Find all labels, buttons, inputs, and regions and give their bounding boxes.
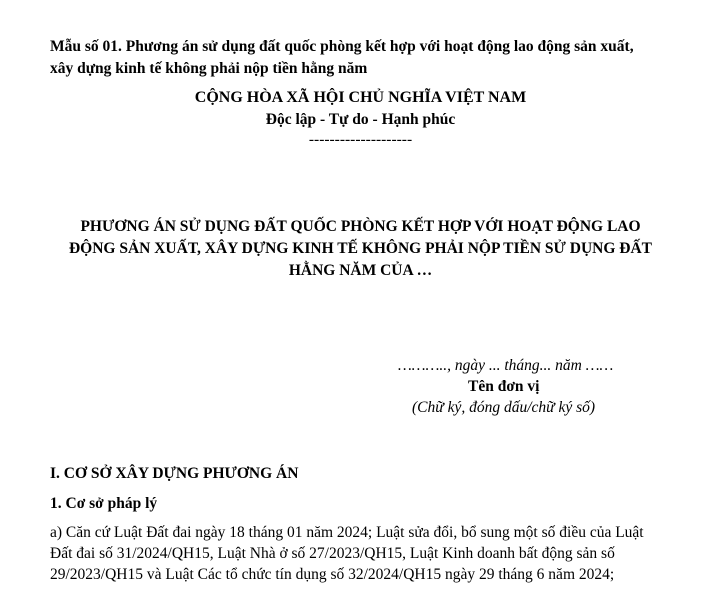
document-title-line-1: PHƯƠNG ÁN SỬ DỤNG ĐẤT QUỐC PHÒNG KẾT HỢP VỚI HOẠT ĐỘNG LAO — [80, 218, 641, 235]
signature-note: (Chữ ký, đóng dấu/chữ ký số) — [412, 399, 596, 416]
motto-divider: -------------------- — [308, 131, 413, 148]
paragraph-a-line-1: a) Căn cứ Luật Đất đai ngày 18 tháng 01 năm 2024; Luật sửa đổi, bổ sung một số điều của Luật — [50, 524, 644, 541]
paragraph-a-line-3: 29/2023/QH15 và Luật Các tổ chức tín dụng số 32/2024/QH15 ngày 29 tháng 6 năm 2024; — [50, 566, 615, 583]
paragraph-a-line-2: Đất đai số 31/2024/QH15, Luật Nhà ở số 27/2023/QH15, Luật Kinh doanh bất động sản số — [50, 545, 615, 562]
national-motto-country: CỘNG HÒA XÃ HỘI CHỦ NGHĨA VIỆT NAM — [194, 89, 527, 106]
document-title-line-2: ĐỘNG SẢN XUẤT, XÂY DỰNG KINH TẾ KHÔNG PHẢI NỘP TIỀN SỬ DỤNG ĐẤT — [68, 240, 653, 257]
form-label-line-2: xây dựng kinh tế không phải nộp tiền hằng năm — [50, 60, 368, 77]
form-label-line-1: Mẫu số 01. Phương án sử dụng đất quốc phòng kết hợp với hoạt động lao động sản xuất, — [50, 38, 634, 55]
national-motto-slogan: Độc lập - Tự do - Hạnh phúc — [265, 111, 456, 128]
sub-section-heading: 1. Cơ sở pháp lý — [50, 495, 158, 512]
document-title-line-3: HẰNG NĂM CỦA … — [288, 262, 433, 279]
signature-date: ……….., ngày ... tháng... năm …… — [398, 357, 614, 374]
section-heading: I. CƠ SỞ XÂY DỰNG PHƯƠNG ÁN — [50, 465, 299, 482]
signature-unit-name: Tên đơn vị — [468, 378, 540, 395]
